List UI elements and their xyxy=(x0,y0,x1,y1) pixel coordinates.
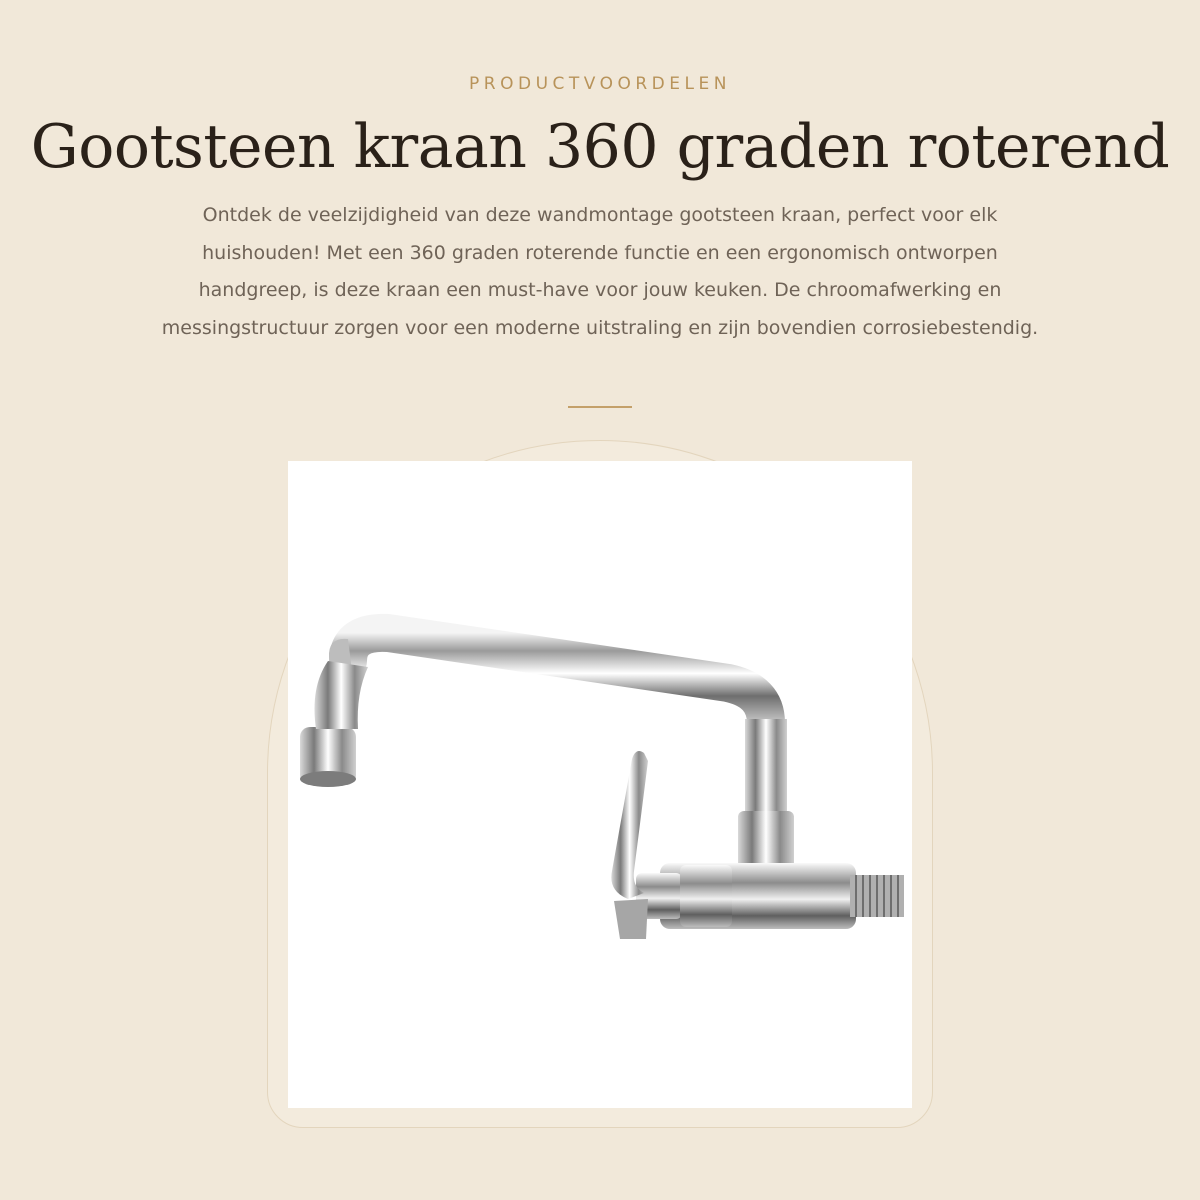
spout-arm xyxy=(348,633,766,723)
lever-handle xyxy=(611,751,648,939)
page-title: Gootsteen kraan 360 graden roterend xyxy=(30,112,1170,182)
threaded-inlet xyxy=(850,875,904,917)
product-photo xyxy=(288,461,912,1108)
faucet-illustration xyxy=(288,461,912,1108)
valve-nut xyxy=(680,865,732,927)
eyebrow: PRODUCTVOORDELEN xyxy=(469,74,731,94)
divider xyxy=(568,406,632,408)
product-description: Ontdek de veelzijdigheid van deze wandmontage gootsteen kraan, perfect voor elk huishouden! Met een 360 graden roterende functie en een ergonomisch ontworpen handgreep, is deze kraan een must-have voor jouw keuken. De chroomafwerking en messingstructuur zorgen voor een moderne uitstraling en zijn bovendien corrosiebestendig. xyxy=(161,204,1039,339)
